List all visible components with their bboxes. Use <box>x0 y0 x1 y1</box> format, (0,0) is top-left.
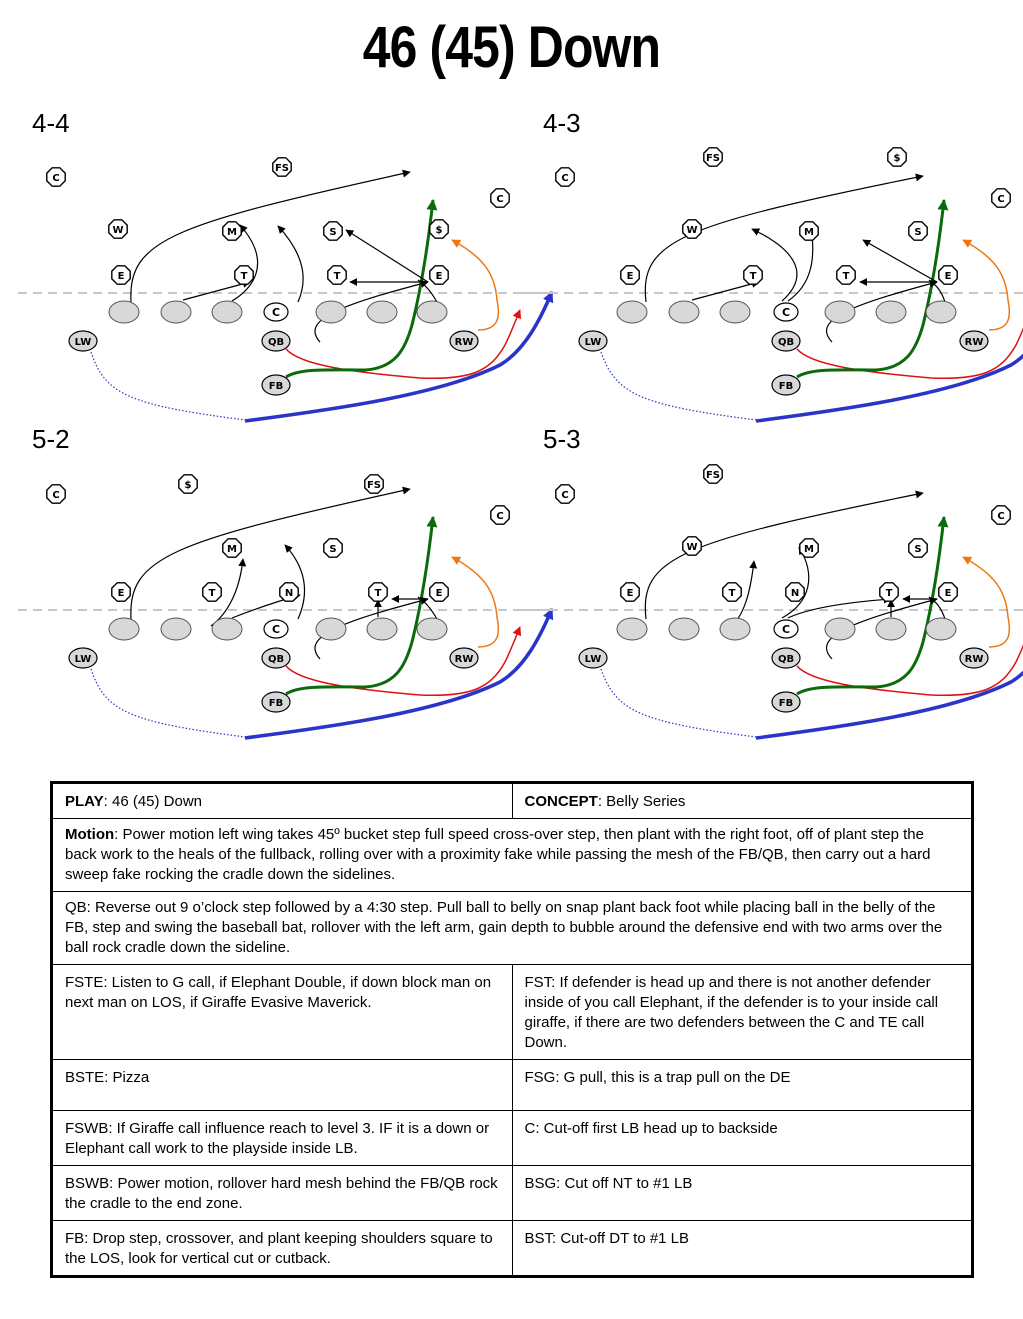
defender-label: E <box>626 588 634 599</box>
rw-path <box>452 240 498 330</box>
page-title: 46 (45) Down <box>362 15 661 80</box>
offensive-lineman <box>825 301 855 323</box>
offensive-lineman <box>367 618 397 640</box>
defender-block-arrow <box>788 599 891 618</box>
offensive-lineman <box>109 301 139 323</box>
defender-label: W <box>686 542 698 553</box>
defender-label: E <box>435 271 443 282</box>
offensive-lineman <box>212 301 242 323</box>
fsg-cell: FSG: G pull, this is a trap pull on the DE <box>512 1060 973 1111</box>
defender-label: S <box>329 544 337 555</box>
fb-label: FB <box>778 381 794 392</box>
defender-label: E <box>626 271 634 282</box>
offensive-lineman <box>316 301 346 323</box>
defender-label: T <box>240 271 248 282</box>
defender-label: C <box>52 490 60 501</box>
defender-label: FS <box>705 153 721 164</box>
rw-path <box>963 557 1009 647</box>
defender-label: S <box>914 227 922 238</box>
defender-block-arrow <box>346 230 428 282</box>
fb-path <box>286 200 433 377</box>
defender-label: T <box>333 271 341 282</box>
offensive-lineman <box>669 618 699 640</box>
rw-path <box>452 557 498 647</box>
formation-label-5-2: 5-2 <box>32 424 70 454</box>
defender-label: E <box>944 588 952 599</box>
lw-label: LW <box>74 337 92 348</box>
defender-label: $ <box>435 225 443 236</box>
fb-label: FB <box>778 698 794 709</box>
offensive-lineman <box>161 301 191 323</box>
offensive-lineman <box>720 301 750 323</box>
defender-label: W <box>112 225 124 236</box>
defender-block-arrow <box>863 240 937 282</box>
bst-cell: BST: Cut-off DT to #1 LB <box>512 1221 973 1277</box>
qb-label: QB <box>267 337 285 348</box>
defender-label: M <box>804 544 814 555</box>
panel-5-3 <box>519 465 1023 738</box>
formation-label-4-4: 4-4 <box>32 108 70 138</box>
qb-cell: QB: Reverse out 9 o’clock step followed by a 4:30 step. Pull ball to belly on snap plant back foot while placing ball in the belly of the FB, step and swing the baseball bat, rollover with the left arm, gain depth to bubble around the defensive end with two arms over the ball rock cradle down the sideline. <box>52 892 973 965</box>
defender-block-arrow <box>749 229 797 301</box>
fb-label: FB <box>268 698 284 709</box>
play-notes-table <box>50 781 974 1278</box>
defender-label: E <box>435 588 443 599</box>
offensive-lineman <box>876 618 906 640</box>
c-cell: C: Cut-off first LB head up to backside <box>512 1111 973 1166</box>
defender-label: C <box>496 194 504 205</box>
defender-label: C <box>496 511 504 522</box>
defender-block-arrow <box>131 489 410 619</box>
defender-block-arrow <box>285 545 304 619</box>
defender-label: C <box>52 173 60 184</box>
lw-motion-path <box>601 669 756 737</box>
defender-label: T <box>728 588 736 599</box>
offensive-lineman <box>161 618 191 640</box>
offensive-lineman <box>316 618 346 640</box>
defender-label: FS <box>705 470 721 481</box>
bswb-cell: BSWB: Power motion, rollover hard mesh behind the FB/QB rock the cradle to the end zone. <box>52 1166 513 1221</box>
fste-cell: FSTE: Listen to G call, if Elephant Double, if down block man on next man on LOS, if Giraffe Evasive Maverick. <box>52 965 513 1060</box>
defender-label: E <box>117 588 125 599</box>
defender-label: M <box>227 544 237 555</box>
rw-label: RW <box>964 654 984 665</box>
lw-motion-path <box>601 352 756 420</box>
offensive-lineman <box>212 618 242 640</box>
center-label: C <box>271 306 281 319</box>
formation-label-5-3: 5-3 <box>543 424 581 454</box>
lw-motion-path <box>91 669 245 737</box>
concept-cell: CONCEPT: Belly Series <box>512 783 973 819</box>
rw-path <box>963 240 1009 330</box>
qb-label: QB <box>777 337 795 348</box>
formation-label-4-3: 4-3 <box>543 108 581 138</box>
offensive-lineman <box>926 301 956 323</box>
offensive-lineman <box>617 301 647 323</box>
defender-label: N <box>284 588 294 599</box>
defender-label: T <box>374 588 382 599</box>
defender-label: T <box>208 588 216 599</box>
fst-cell: FST: If defender is head up and there is not another defender inside of you call Elephant, if the defender is to your inside call giraffe, if there are two defenders between the C and TE call Down. <box>512 965 973 1060</box>
defender-label: C <box>997 194 1005 205</box>
bste-cell: BSTE: Pizza <box>52 1060 513 1111</box>
defender-label: T <box>885 588 893 599</box>
defender-label: M <box>804 227 814 238</box>
defender-label: N <box>790 588 800 599</box>
rw-label: RW <box>964 337 984 348</box>
lw-motion-path <box>91 352 245 420</box>
offensive-lineman <box>367 301 397 323</box>
motion-cell: Motion: Power motion left wing takes 45º bucket step full speed cross-over step, then plant with the right foot, off of plant step the back work to the heals of the fullback, rolling over with a proximity fake while passing the mesh of the FB/QB, then carry out a hard sweep fake rocking the cradle down the sidelines. <box>52 819 973 892</box>
center-label: C <box>271 623 281 636</box>
defender-block-arrow <box>645 176 923 302</box>
defender-label: FS <box>366 480 382 491</box>
fb-cell: FB: Drop step, crossover, and plant keeping shoulders square to the LOS, look for vertical cut or cutback. <box>52 1221 513 1277</box>
panel-4-3 <box>519 148 1023 421</box>
offensive-lineman <box>720 618 750 640</box>
offensive-lineman <box>109 618 139 640</box>
fswb-cell: FSWB: If Giraffe call influence reach to level 3. IF it is a down or Elephant call work to the playside inside LB. <box>52 1111 513 1166</box>
lw-label: LW <box>584 337 602 348</box>
play-cell: PLAY: 46 (45) Down <box>52 783 513 819</box>
defender-label: T <box>749 271 757 282</box>
defender-label: S <box>329 227 337 238</box>
defender-label: E <box>117 271 125 282</box>
defender-label: $ <box>184 480 192 491</box>
defender-label: C <box>561 490 569 501</box>
defender-label: W <box>686 225 698 236</box>
bsg-cell: BSG: Cut off NT to #1 LB <box>512 1166 973 1221</box>
lw-label: LW <box>74 654 92 665</box>
offensive-lineman <box>617 618 647 640</box>
defender-label: C <box>997 511 1005 522</box>
qb-label: QB <box>267 654 285 665</box>
center-label: C <box>781 306 791 319</box>
offensive-lineman <box>417 301 447 323</box>
defender-label: C <box>561 173 569 184</box>
qb-label: QB <box>777 654 795 665</box>
defender-label: $ <box>893 153 901 164</box>
lw-label: LW <box>584 654 602 665</box>
defender-label: E <box>944 271 952 282</box>
defender-block-arrow <box>278 226 303 302</box>
offensive-lineman <box>825 618 855 640</box>
offensive-lineman <box>926 618 956 640</box>
panel-5-2 <box>18 475 552 738</box>
defender-label: S <box>914 544 922 555</box>
offensive-lineman <box>876 301 906 323</box>
panel-4-4 <box>18 158 552 421</box>
rw-label: RW <box>454 654 474 665</box>
offensive-lineman <box>417 618 447 640</box>
defender-label: FS <box>274 163 290 174</box>
defender-label: T <box>842 271 850 282</box>
rw-label: RW <box>454 337 474 348</box>
fb-path <box>286 517 433 694</box>
fb-label: FB <box>268 381 284 392</box>
offensive-lineman <box>669 301 699 323</box>
center-label: C <box>781 623 791 636</box>
defender-label: M <box>227 227 237 238</box>
